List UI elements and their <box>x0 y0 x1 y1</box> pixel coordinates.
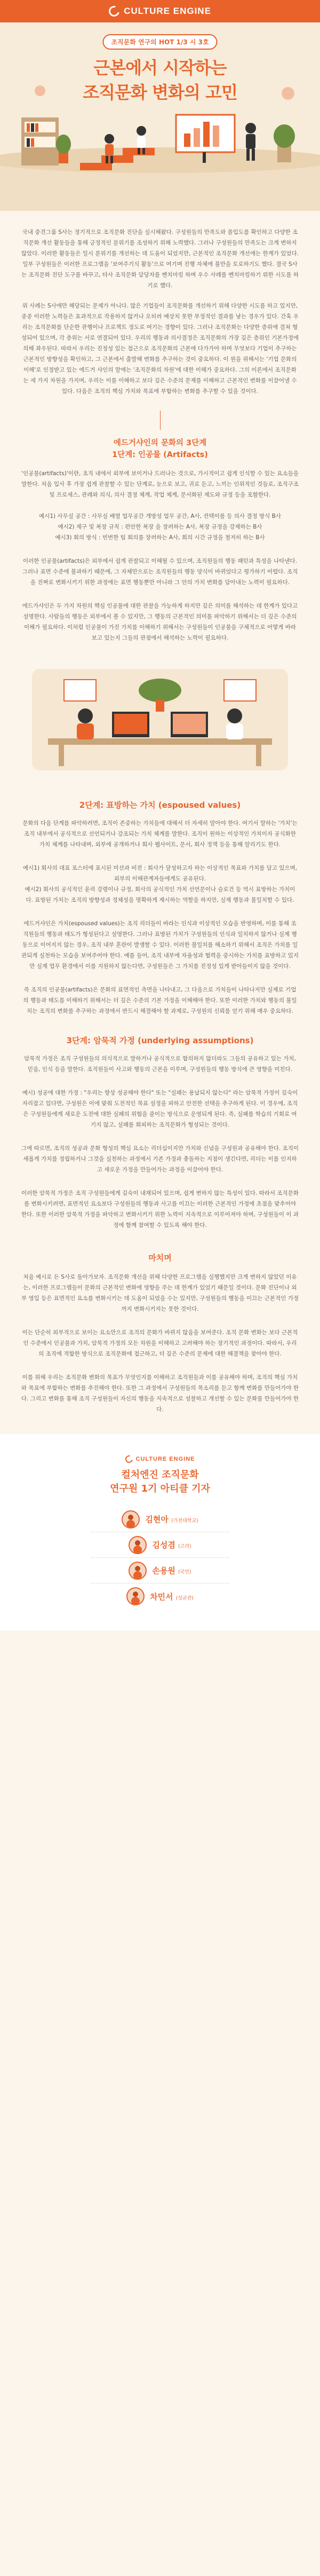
stage1-examples: 예시1) 사무실 공간 : 사무실 배열 업무공간 개방성 업무 공간, A사, 컨텍이름 등 의사 결정 방식 B사 예시2) 제구 및 복장 규칙 : 편안한 복장 을 장려하는 A사, 복장 규정을 강제하는 B사 예시3) 회의 방식 : 빈번한 팀 회의를 장려하는 A사, 회의 시간 규정을 철저히 하는 B사 <box>39 513 281 541</box>
conclusion-section <box>0 1252 320 1415</box>
footer-logo <box>0 1455 320 1463</box>
author-name: 김현아 <box>145 1515 169 1524</box>
intro-section <box>0 211 320 397</box>
stage3-example: 예시) 성공에 대한 가정 : "우리는 항상 성공해야 한다" 또는 "실패는 용납되지 않는다" 라는 암묵적 가정이 깊숙이 자리잡고 있다면, 구성원은 이에 맞춰 도전적인 목표 설정을 피하고 안전한 선택을 추구하게 된다. 이 경우에, 조직은 구성원들에게 새로운 도전에 대한 실패의 위험을 줄이는 방식으로 운영되게 된다. 즉, 실패를 학습의 기회로 여기지 않고, 실패를 회피하는 조직문화가 형성되는 것이다. <box>22 1090 298 1128</box>
footer-title: 컬처엔진 조직문화 <box>121 1469 199 1480</box>
section-illustration <box>0 658 320 781</box>
stage1-heading: 1단계: 인공물 (Artifacts) <box>112 451 208 459</box>
page-title <box>0 56 320 105</box>
stage3-paragraph-3: 그에 따르면, 조직의 성공과 문화 형성의 핵심 요소는 리더십이지만 가치와 신념을 구성원과 공유해야 한다. 조직이 새롭게 가치를 정립하거나 그것을 실천하는 과정에서 기존 가정과 충돌하는 지점이 생긴다면, 리더는 이를 인지하고 새로운 가정을 만들어가는 과정을 이끌어야 한다. <box>21 1145 299 1173</box>
stage3-paragraph-4: 이러한 암묵적 가정은 조직 구성원들에게 깊숙이 내재되어 있으며, 쉽게 변하지 않는 특성이 있다. 따라서 조직문화를 변화시키려면, 표면적인 요소보다 구성원들의 행동과 사고를 이끄는 이러한 근본적인 가정에 초점을 맞추어야 한다. 또한 이러한 암묵적 가정을 파악하고 변화시키기 위한 노력이 지속적으로 이루어져야 하며, 구성원들이 이 과정에 함께 참여할 수 있도록 해야 한다. <box>21 1190 299 1228</box>
hero-banner <box>0 0 320 211</box>
series-badge: 조직문화 연구의 HOT 1/3 시 3호 <box>102 34 217 50</box>
footer-brand: CULTURE ENGINE <box>135 1456 195 1462</box>
stage1-section <box>0 411 320 643</box>
conclusion-paragraph-3: 이를 위해 우리는 조직문화 변화의 목표가 무엇인지를 이해하고 조직원들과 이를 공유해야 하며, 조직의 핵심 가치와 목표에 부합하는 변화를 추진해야 한다. 또한 그 과정에서 구성원들의 목소리를 듣고 함께 변화를 만들어가야 한다. 그리고 변화를 통해 조직 구성원들이 자신의 행동을 지속적으로 성찰하고 개선할 수 있는 문화를 만들어가야 한다. <box>21 1374 299 1413</box>
stage2-paragraph-1: 문화의 다음 단계를 파악하려면, 조직이 존중하는 가치들에 대해서 더 자세히 알아야 한다. 여기서 말하는 '가치'는 조직 내부에서 공식적으로 선언되거나 강조되는 가치 체계를 말한다. 조직이 원하는 이상적인 가치이자 공식화한 가치 체계를 나타내며, 외부에 공개하거나 회사 웹사이트, 문서, 회사 정책 등을 통해 알리기도 한다. <box>22 820 298 848</box>
author-list <box>91 1507 229 1609</box>
author-name: 김성겸 <box>152 1540 175 1550</box>
avatar <box>126 1587 145 1605</box>
avatar <box>129 1536 147 1554</box>
author-affiliation: (국민) <box>178 1570 191 1575</box>
title-line-2: 조직문화 변화의 고민 <box>83 82 237 103</box>
stage3-heading: 3단계: 암묵적 가정 (underlying assumptions) <box>66 1036 254 1045</box>
title-line-1: 근본에서 시작하는 <box>93 58 227 78</box>
author-item <box>91 1532 229 1558</box>
conclusion-paragraph-2: 이는 단순히 외부적으로 보이는 요소만으로 조직의 문화가 바뀌지 않음을 보여준다. 조직 문화 변화는 보다 근본적인 수준에서 인공물과 가치, 암묵적 가정의 모든 차원을 이해하고 고려해야 하는 장기적인 과정이다. 따라서, 우리의 조직에 적합한 방식으로 조직문화에 접근하고, 더 깊은 수준의 문제에 대한 해결책을 찾아야 한다. <box>22 1329 298 1357</box>
stage2-heading: 2단계: 표방하는 가치 (espoused values) <box>79 800 241 810</box>
stage2-paragraph-4: 즉 조직의 인공물(artifacts)은 문화의 표면적인 측면을 나타내고, 그 다음으로 가치들이 나타나지만 실제로 기업의 행동과 태도를 이해하기 위해서는 더 깊은 수준의 기본 가정을 이해해야 한다. 또한 이러한 가치와 행동의 불일치는 조직의 변화를 추구하는 과정에서 반드시 해결해야 할 과제로, 구성원의 신뢰를 얻기 위해 매우 중요하다. <box>23 987 297 1014</box>
conclusion-heading: 마치며 <box>148 1253 172 1263</box>
hero-illustration <box>0 0 320 211</box>
intro-paragraph-1: 국내 중견그룹 S사는 정기적으로 조직문화 진단을 실시해왔다. 구성원들의 만족도와 몰입도를 확인하고 다양한 조직문화 개선 활동들을 통해 긍정적인 분위기를 조성하기 위해 노력했다. 그러나 구성원들의 만족도는 크게 변하지 않았다. 이러한 활동들은 일시 분위기를 개선하는 데 도움이 되었지만, 근본적인 조직문화 개선에는 한계가 있었다. 일부 구성원들은 이러한 프로그램을 '보여주기식 활동'으로 여기며 진행 자체에 불만을 토로하기도 했다. 결국 S사는 조직문화 진단 도구를 바꾸고, 타사 조직문화 담당자를 벤치마킹 하며 우수 사례를 벤치마킹하기 위한 시도를 하기로 했다. <box>21 229 299 289</box>
avatar <box>129 1562 147 1580</box>
conclusion-paragraph-1: 처음 예시로 든 S사로 돌아가보자. 조직문화 개선을 위해 다양한 프로그램을 실행했지만 크게 변하지 않았던 이유는, 이러한 프로그램들이 문화의 근본적인 변화에 영향을 주는 데 한계가 있었기 때문일 것이다. 문화 진단이나 외부 영입 등은 표면적인 요소를 변화시키는 데 도움이 되었을 수는 있지만, 구성원들의 행동을 이끄는 근본적인 가정까지 변화시키지는 못한 것이다. <box>21 1274 299 1312</box>
brand-name: CULTURE ENGINE <box>124 6 211 16</box>
culture-engine-logo-icon <box>124 1454 134 1464</box>
section-divider <box>160 411 161 430</box>
stage-series-heading: 에드거샤인의 문화의 3단계 <box>113 439 207 447</box>
stage2-paragraph-3: 에드거샤인은 가치(espoused values)는 조직 리더들이 바라는 인식과 이상적인 모습을 반영하며, 이를 통해 조직원들의 행동과 태도가 형성된다고 설명한다. 그러나 표방된 가치가 구성원들의 인식과 일치하지 않거나 실제 행동으로 이어지지 않는 경우, 조직 내부 혼란이 발생할 수 있다. 이러한 불일치를 해소하기 위해서 조직은 가치를 일관되게 실천하는 모습을 보여주어야 한다. 예를 들어, 조직 내부에 자율성과 협력을 중시하는 가치를 표방하고 있지만 실제 업무 환경에서 이를 지원하지 않는다면, 구성원들은 그 가치를 진정성 있게 받아들이지 않을 것이다. <box>21 920 299 970</box>
office-scene-illustration <box>0 658 320 781</box>
author-item <box>91 1558 229 1584</box>
avatar <box>122 1510 140 1529</box>
author-affiliation: (성균관) <box>175 1595 194 1601</box>
stage3-paragraph-1: 암묵적 가정은 조직 구성원들의 의식적으로 말하거나 공식적으로 합의하지 않더라도 그들의 공유하고 있는 가치, 믿음, 인식 등을 말한다. 조직원들이 사고와 행동의 근본을 이루며, 구성원들의 행동 방식에 큰 영향을 미친다. <box>24 1055 296 1073</box>
author-item <box>91 1584 229 1609</box>
stage2-examples: 예시1) 회사의 대표 포스터에 표시된 미션과 비전 : 회사가 달성하고자 하는 이상적인 목표와 가치를 담고 있으며, 외부의 이해관계자들에게도 공유된다. 예시2) 회사의 공식적인 윤리 강령이나 규정, 회사의 공식적인 가치 선언문이나 슬로건 등 역시 표방하는 가치이다. 표방된 가치는 조직의 방향성과 정체성을 명확하게 제시하는 역할을 하지만, 실제 행동과 불일치할 수 있다. <box>22 865 297 903</box>
author-affiliation: (고려) <box>178 1544 191 1549</box>
stage1-paragraph-2: 이러한 인공물(artifacts)은 외부에서 쉽게 관찰되고 이해될 수 있으며, 조직원들의 행동 패턴과 특성을 나타낸다. 그러나 표면 수준에 불과하기 때문에, 그 자체만으로는 조직원들의 행동 양식이 바뀌었다고 평가하기 어렵다. 조직을 진짜로 변화시키기 위한 과정에는 표면 행동뿐만 아니라 그 안의 가치 변화를 담아내는 노력이 필요하다. <box>22 558 298 586</box>
author-affiliation: (가천대학교) <box>171 1518 198 1524</box>
author-item <box>91 1507 229 1532</box>
author-name: 손용원 <box>152 1566 175 1575</box>
author-footer <box>0 1434 320 1630</box>
author-name: 차민서 <box>150 1592 173 1602</box>
stage1-paragraph-1: '인공물(artifacts)'이란, 조직 내에서 외부에 보이거나 드러나는 것으로, 가시적이고 쉽게 인식할 수 있는 요소들을 말한다. 처음 입사 후 가장 쉽게 관찰할 수 있는 단계로, 눈으로 보고, 귀로 듣고, 느끼는 인위적인 것들로, 조직구조 및 프로세스, 관례와 의식, 의사 결정 체계, 작업 체계, 문서화된 제도와 규정 등을 포함한다. <box>21 470 299 498</box>
stage1-paragraph-3: 에드가샤인은 두 가지 차원의 핵심 인공물에 대한 관찰을 가능하게 하지만 깊은 의미를 해석하는 데 한계가 있다고 설명한다. 사람들의 행동은 외부에서 볼 수 있지만, 그 행동의 근본적인 의미를 파악하기 위해서는 더 깊은 수준의 이해가 필요하다. 이처럼 인공물이 가진 가치를 이해하기 위해서는 구성원들이 인공물을 구체적으로 어떻게 바라보고 있는지 그들의 관점에서 해석하는 노력이 필요하다. <box>22 603 298 641</box>
footer-subtitle: 연구원 1기 아티클 기자 <box>110 1483 210 1494</box>
stage3-section <box>0 1035 320 1231</box>
intro-paragraph-2: 위 사례는 S사에만 해당되는 문제가 아니다. 많은 기업들이 조직문화를 개선하기 위해 다양한 시도를 하고 있지만, 종종 이러한 노력들은 효과적으로 작용하지 않거나 오히려 예상치 못한 부정적인 결과를 낳는 경우가 있다. 간혹 우리는 조직문화를 단순한 관행이나 프로젝트 정도로 여기는 경향이 있다. 그러나 조직문화는 다양한 층위에 걸쳐 형성되어 있으며, 각 층위는 서로 연결되어 있다. 우리의 행동과 의사결정은 조직문화의 가장 깊은 층위인 기본가정에 의해 좌우된다. 따라서 우리는 진정성 있는 접근으로 조직문화의 근본에 다가가야 하며 무엇보다 기업이 추구하는 근본적인 방향성을 확인하고, 그 근본에서 출발해 변화를 추구하는 것이 중요하다. 이 원을 위해서는 '기업 문화의 이해'로 인정받고 있는 에드거 샤인의 말에는 '조직문화의 차원'에 대한 이해가 중요하다. 그의 이론에서 조직문화는 세 가지 차원을 가지며, 우리는 이를 이해하고 보다 깊은 수준의 문제를 이해하고 근본적인 변화를 이끌어낼 수 있다. 다음은 조직의 핵심 가치와 목표에 부합하는 변화를 추구할 수 있을 것이다. <box>21 303 299 395</box>
stage2-section <box>0 799 320 1017</box>
